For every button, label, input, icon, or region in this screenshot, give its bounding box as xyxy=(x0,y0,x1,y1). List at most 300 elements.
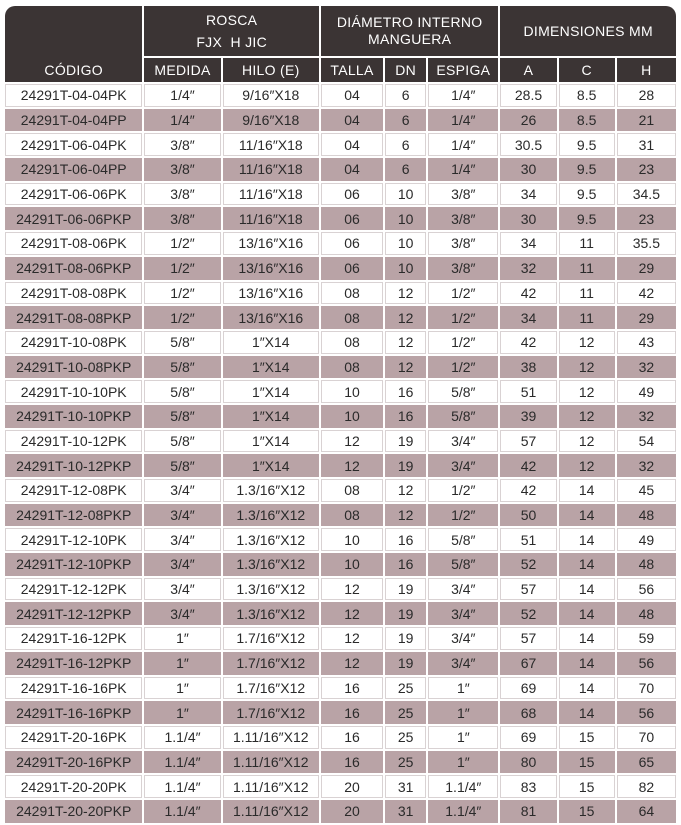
cell-hilo: 1″X14 xyxy=(223,380,319,403)
cell-c: 9.5 xyxy=(559,183,615,206)
cell-espiga: 3/8″ xyxy=(428,183,498,206)
cell-a: 34 xyxy=(500,232,556,255)
cell-codigo: 24291T-10-12PKP xyxy=(5,454,142,477)
table-row xyxy=(5,627,676,650)
cell-h: 56 xyxy=(617,701,676,724)
cell-c: 12 xyxy=(559,331,615,354)
cell-medida: 3/4″ xyxy=(144,528,220,551)
cell-medida: 3/8″ xyxy=(144,183,220,206)
cell-medida: 3/4″ xyxy=(144,504,220,527)
cell-a: 34 xyxy=(500,306,556,329)
cell-dn: 16 xyxy=(385,553,426,576)
cell-hilo: 1″X14 xyxy=(223,356,319,379)
table-row xyxy=(5,207,676,230)
cell-h: 64 xyxy=(617,800,676,823)
cell-dn: 16 xyxy=(385,380,426,403)
cell-espiga: 3/4″ xyxy=(428,652,498,675)
table-row xyxy=(5,454,676,477)
cell-a: 38 xyxy=(500,356,556,379)
cell-talla: 16 xyxy=(321,677,383,700)
cell-dn: 10 xyxy=(385,257,426,280)
cell-c: 11 xyxy=(559,257,615,280)
cell-medida: 1.1/4″ xyxy=(144,800,220,823)
cell-hilo: 9/16″X18 xyxy=(223,109,319,132)
cell-talla: 10 xyxy=(321,528,383,551)
header-dn: DN xyxy=(385,58,426,82)
cell-a: 32 xyxy=(500,257,556,280)
cell-h: 65 xyxy=(617,751,676,774)
header-h: H xyxy=(617,58,676,82)
cell-hilo: 1.11/16″X12 xyxy=(223,775,319,798)
cell-hilo: 11/16″X18 xyxy=(223,133,319,156)
cell-espiga: 3/4″ xyxy=(428,430,498,453)
cell-dn: 25 xyxy=(385,701,426,724)
cell-dn: 6 xyxy=(385,133,426,156)
cell-h: 23 xyxy=(617,207,676,230)
table-row xyxy=(5,405,676,428)
cell-c: 15 xyxy=(559,751,615,774)
cell-c: 9.5 xyxy=(559,207,615,230)
cell-medida: 3/4″ xyxy=(144,602,220,625)
table-row xyxy=(5,775,676,798)
cell-hilo: 1″X14 xyxy=(223,430,319,453)
cell-a: 50 xyxy=(500,504,556,527)
cell-espiga: 1.1/4″ xyxy=(428,800,498,823)
cell-c: 12 xyxy=(559,430,615,453)
cell-hilo: 9/16″X18 xyxy=(223,84,319,107)
cell-medida: 5/8″ xyxy=(144,430,220,453)
cell-talla: 10 xyxy=(321,405,383,428)
cell-medida: 3/8″ xyxy=(144,207,220,230)
cell-c: 14 xyxy=(559,504,615,527)
cell-h: 59 xyxy=(617,627,676,650)
header-talla: TALLA xyxy=(321,58,383,82)
cell-codigo: 24291T-20-16PKP xyxy=(5,751,142,774)
cell-talla: 16 xyxy=(321,751,383,774)
cell-hilo: 1″X14 xyxy=(223,405,319,428)
cell-dn: 6 xyxy=(385,158,426,181)
cell-talla: 12 xyxy=(321,652,383,675)
cell-hilo: 1.3/16″X12 xyxy=(223,528,319,551)
cell-codigo: 24291T-12-08PKP xyxy=(5,504,142,527)
cell-a: 51 xyxy=(500,380,556,403)
cell-talla: 08 xyxy=(321,356,383,379)
cell-c: 14 xyxy=(559,553,615,576)
cell-a: 30.5 xyxy=(500,133,556,156)
cell-espiga: 1/4″ xyxy=(428,84,498,107)
table-row xyxy=(5,578,676,601)
cell-espiga: 3/4″ xyxy=(428,578,498,601)
cell-c: 14 xyxy=(559,528,615,551)
cell-medida: 1/2″ xyxy=(144,282,220,305)
cell-c: 14 xyxy=(559,701,615,724)
cell-a: 28.5 xyxy=(500,84,556,107)
cell-talla: 12 xyxy=(321,627,383,650)
cell-espiga: 1/4″ xyxy=(428,158,498,181)
cell-codigo: 24291T-12-10PKP xyxy=(5,553,142,576)
cell-espiga: 1/2″ xyxy=(428,282,498,305)
cell-a: 42 xyxy=(500,331,556,354)
cell-c: 14 xyxy=(559,602,615,625)
cell-dn: 19 xyxy=(385,578,426,601)
cell-talla: 10 xyxy=(321,380,383,403)
cell-dn: 12 xyxy=(385,331,426,354)
cell-medida: 1″ xyxy=(144,701,220,724)
cell-a: 67 xyxy=(500,652,556,675)
table-header xyxy=(5,6,676,82)
cell-a: 57 xyxy=(500,430,556,453)
cell-dn: 19 xyxy=(385,652,426,675)
header-dimensiones-label: DIMENSIONES MM xyxy=(523,23,653,39)
cell-codigo: 24291T-12-08PK xyxy=(5,479,142,502)
cell-dn: 6 xyxy=(385,109,426,132)
cell-codigo: 24291T-20-16PK xyxy=(5,726,142,749)
cell-espiga: 3/4″ xyxy=(428,454,498,477)
cell-espiga: 5/8″ xyxy=(428,405,498,428)
cell-hilo: 13/16″X16 xyxy=(223,257,319,280)
cell-h: 49 xyxy=(617,528,676,551)
cell-a: 42 xyxy=(500,454,556,477)
cell-talla: 04 xyxy=(321,158,383,181)
cell-c: 11 xyxy=(559,282,615,305)
cell-talla: 08 xyxy=(321,331,383,354)
cell-h: 48 xyxy=(617,602,676,625)
cell-dn: 6 xyxy=(385,84,426,107)
cell-h: 21 xyxy=(617,109,676,132)
cell-medida: 1″ xyxy=(144,677,220,700)
cell-codigo: 24291T-06-06PKP xyxy=(5,207,142,230)
cell-talla: 08 xyxy=(321,306,383,329)
header-c: C xyxy=(559,58,615,82)
header-medida: MEDIDA xyxy=(144,58,220,82)
cell-a: 69 xyxy=(500,726,556,749)
cell-h: 23 xyxy=(617,158,676,181)
cell-medida: 3/4″ xyxy=(144,479,220,502)
cell-h: 35.5 xyxy=(617,232,676,255)
cell-espiga: 1/4″ xyxy=(428,133,498,156)
cell-hilo: 1.3/16″X12 xyxy=(223,479,319,502)
cell-talla: 16 xyxy=(321,726,383,749)
cell-h: 82 xyxy=(617,775,676,798)
table-row xyxy=(5,158,676,181)
cell-hilo: 1.3/16″X12 xyxy=(223,553,319,576)
cell-a: 69 xyxy=(500,677,556,700)
cell-hilo: 1″X14 xyxy=(223,331,319,354)
cell-dn: 10 xyxy=(385,207,426,230)
cell-a: 83 xyxy=(500,775,556,798)
cell-hilo: 1″X14 xyxy=(223,454,319,477)
fitting-spec-table xyxy=(3,4,678,825)
cell-codigo: 24291T-04-04PP xyxy=(5,109,142,132)
cell-h: 48 xyxy=(617,553,676,576)
table-row xyxy=(5,726,676,749)
cell-hilo: 11/16″X18 xyxy=(223,207,319,230)
cell-hilo: 1.7/16″X12 xyxy=(223,677,319,700)
table-row xyxy=(5,553,676,576)
cell-dn: 12 xyxy=(385,356,426,379)
cell-dn: 19 xyxy=(385,627,426,650)
table-row xyxy=(5,430,676,453)
cell-h: 31 xyxy=(617,133,676,156)
cell-espiga: 3/4″ xyxy=(428,627,498,650)
header-diametro-label: DIÁMETRO INTERNO MANGUERA xyxy=(336,14,483,47)
cell-dn: 31 xyxy=(385,800,426,823)
cell-h: 56 xyxy=(617,652,676,675)
cell-h: 29 xyxy=(617,306,676,329)
cell-a: 26 xyxy=(500,109,556,132)
table-row xyxy=(5,331,676,354)
cell-dn: 10 xyxy=(385,183,426,206)
cell-talla: 04 xyxy=(321,109,383,132)
table-row xyxy=(5,257,676,280)
cell-h: 56 xyxy=(617,578,676,601)
table-row xyxy=(5,602,676,625)
cell-medida: 3/8″ xyxy=(144,133,220,156)
cell-codigo: 24291T-10-12PK xyxy=(5,430,142,453)
cell-c: 14 xyxy=(559,578,615,601)
cell-talla: 20 xyxy=(321,800,383,823)
cell-talla: 06 xyxy=(321,207,383,230)
cell-dn: 10 xyxy=(385,232,426,255)
table-row xyxy=(5,504,676,527)
header-rosca-sub: FJX H JIC xyxy=(196,34,267,50)
cell-espiga: 3/8″ xyxy=(428,232,498,255)
cell-codigo: 24291T-16-16PK xyxy=(5,677,142,700)
cell-hilo: 1.7/16″X12 xyxy=(223,701,319,724)
table-row xyxy=(5,380,676,403)
header-rosca xyxy=(144,6,319,56)
cell-codigo: 24291T-06-06PK xyxy=(5,183,142,206)
cell-codigo: 24291T-16-12PK xyxy=(5,627,142,650)
cell-codigo: 24291T-10-08PK xyxy=(5,331,142,354)
cell-espiga: 1″ xyxy=(428,751,498,774)
cell-codigo: 24291T-20-20PKP xyxy=(5,800,142,823)
cell-h: 45 xyxy=(617,479,676,502)
cell-c: 9.5 xyxy=(559,133,615,156)
cell-espiga: 1/4″ xyxy=(428,109,498,132)
cell-medida: 5/8″ xyxy=(144,331,220,354)
cell-talla: 12 xyxy=(321,430,383,453)
cell-c: 9.5 xyxy=(559,158,615,181)
cell-espiga: 1/2″ xyxy=(428,306,498,329)
table-row xyxy=(5,677,676,700)
cell-codigo: 24291T-12-10PK xyxy=(5,528,142,551)
cell-a: 57 xyxy=(500,627,556,650)
cell-c: 12 xyxy=(559,356,615,379)
table-row xyxy=(5,232,676,255)
cell-dn: 12 xyxy=(385,504,426,527)
table-row xyxy=(5,282,676,305)
cell-hilo: 1.3/16″X12 xyxy=(223,504,319,527)
cell-c: 8.5 xyxy=(559,84,615,107)
cell-a: 42 xyxy=(500,282,556,305)
cell-h: 32 xyxy=(617,405,676,428)
table-row xyxy=(5,751,676,774)
cell-codigo: 24291T-12-12PK xyxy=(5,578,142,601)
cell-dn: 16 xyxy=(385,528,426,551)
cell-espiga: 1/2″ xyxy=(428,331,498,354)
table-row xyxy=(5,356,676,379)
cell-h: 49 xyxy=(617,380,676,403)
table-row xyxy=(5,183,676,206)
cell-a: 51 xyxy=(500,528,556,551)
cell-espiga: 1/2″ xyxy=(428,504,498,527)
cell-a: 30 xyxy=(500,207,556,230)
table-row xyxy=(5,84,676,107)
cell-espiga: 3/8″ xyxy=(428,207,498,230)
cell-codigo: 24291T-10-10PKP xyxy=(5,405,142,428)
cell-a: 52 xyxy=(500,602,556,625)
cell-hilo: 13/16″X16 xyxy=(223,282,319,305)
cell-c: 15 xyxy=(559,726,615,749)
table-row xyxy=(5,701,676,724)
table-row xyxy=(5,479,676,502)
cell-codigo: 24291T-16-12PKP xyxy=(5,652,142,675)
cell-codigo: 24291T-12-12PKP xyxy=(5,602,142,625)
cell-codigo: 24291T-08-08PKP xyxy=(5,306,142,329)
cell-medida: 1/2″ xyxy=(144,257,220,280)
cell-medida: 1.1/4″ xyxy=(144,775,220,798)
cell-hilo: 1.7/16″X12 xyxy=(223,652,319,675)
table-row xyxy=(5,306,676,329)
cell-codigo: 24291T-08-08PK xyxy=(5,282,142,305)
header-hilo: HILO (E) xyxy=(223,58,319,82)
header-codigo-label: CÓDIGO xyxy=(44,62,103,78)
cell-espiga: 1/2″ xyxy=(428,356,498,379)
cell-c: 14 xyxy=(559,627,615,650)
cell-h: 32 xyxy=(617,356,676,379)
cell-hilo: 1.11/16″X12 xyxy=(223,800,319,823)
cell-espiga: 1″ xyxy=(428,701,498,724)
cell-a: 68 xyxy=(500,701,556,724)
header-espiga: ESPIGA xyxy=(428,58,498,82)
cell-a: 34 xyxy=(500,183,556,206)
cell-espiga: 5/8″ xyxy=(428,553,498,576)
cell-dn: 25 xyxy=(385,677,426,700)
cell-dn: 12 xyxy=(385,479,426,502)
cell-medida: 5/8″ xyxy=(144,356,220,379)
cell-medida: 3/4″ xyxy=(144,553,220,576)
cell-dn: 19 xyxy=(385,454,426,477)
header-rosca-label: ROSCA xyxy=(206,12,258,28)
cell-codigo: 24291T-06-04PP xyxy=(5,158,142,181)
cell-medida: 5/8″ xyxy=(144,454,220,477)
cell-h: 54 xyxy=(617,430,676,453)
cell-talla: 04 xyxy=(321,133,383,156)
cell-talla: 08 xyxy=(321,282,383,305)
cell-dn: 25 xyxy=(385,751,426,774)
table-row xyxy=(5,133,676,156)
cell-c: 14 xyxy=(559,652,615,675)
cell-talla: 12 xyxy=(321,578,383,601)
cell-espiga: 5/8″ xyxy=(428,380,498,403)
cell-hilo: 1.11/16″X12 xyxy=(223,751,319,774)
cell-dn: 19 xyxy=(385,430,426,453)
cell-dn: 31 xyxy=(385,775,426,798)
cell-c: 15 xyxy=(559,775,615,798)
table-row xyxy=(5,800,676,823)
cell-h: 70 xyxy=(617,677,676,700)
cell-hilo: 1.3/16″X12 xyxy=(223,602,319,625)
cell-a: 81 xyxy=(500,800,556,823)
cell-c: 12 xyxy=(559,380,615,403)
table-row xyxy=(5,109,676,132)
cell-hilo: 11/16″X18 xyxy=(223,183,319,206)
cell-h: 42 xyxy=(617,282,676,305)
cell-codigo: 24291T-16-16PKP xyxy=(5,701,142,724)
cell-talla: 08 xyxy=(321,504,383,527)
cell-codigo: 24291T-06-04PK xyxy=(5,133,142,156)
cell-hilo: 11/16″X18 xyxy=(223,158,319,181)
cell-talla: 06 xyxy=(321,183,383,206)
cell-medida: 1″ xyxy=(144,652,220,675)
cell-medida: 5/8″ xyxy=(144,380,220,403)
cell-h: 34.5 xyxy=(617,183,676,206)
cell-codigo: 24291T-20-20PK xyxy=(5,775,142,798)
cell-h: 48 xyxy=(617,504,676,527)
cell-h: 70 xyxy=(617,726,676,749)
cell-medida: 5/8″ xyxy=(144,405,220,428)
table-row xyxy=(5,652,676,675)
cell-medida: 1/2″ xyxy=(144,306,220,329)
cell-talla: 08 xyxy=(321,479,383,502)
cell-medida: 1″ xyxy=(144,627,220,650)
cell-dn: 12 xyxy=(385,306,426,329)
cell-codigo: 24291T-08-06PK xyxy=(5,232,142,255)
cell-a: 52 xyxy=(500,553,556,576)
cell-h: 28 xyxy=(617,84,676,107)
cell-a: 80 xyxy=(500,751,556,774)
cell-espiga: 3/8″ xyxy=(428,257,498,280)
header-a: A xyxy=(500,58,556,82)
cell-c: 8.5 xyxy=(559,109,615,132)
cell-dn: 12 xyxy=(385,282,426,305)
cell-c: 11 xyxy=(559,232,615,255)
cell-medida: 1/2″ xyxy=(144,232,220,255)
cell-a: 42 xyxy=(500,479,556,502)
cell-hilo: 13/16″X16 xyxy=(223,232,319,255)
cell-c: 11 xyxy=(559,306,615,329)
cell-medida: 3/4″ xyxy=(144,578,220,601)
cell-c: 15 xyxy=(559,800,615,823)
cell-talla: 16 xyxy=(321,701,383,724)
cell-codigo: 24291T-04-04PK xyxy=(5,84,142,107)
cell-talla: 12 xyxy=(321,602,383,625)
cell-espiga: 1″ xyxy=(428,677,498,700)
cell-codigo: 24291T-10-10PK xyxy=(5,380,142,403)
cell-talla: 20 xyxy=(321,775,383,798)
cell-hilo: 1.3/16″X12 xyxy=(223,578,319,601)
table-body xyxy=(5,84,676,823)
cell-h: 29 xyxy=(617,257,676,280)
cell-espiga: 1/2″ xyxy=(428,479,498,502)
cell-codigo: 24291T-10-08PKP xyxy=(5,356,142,379)
cell-h: 43 xyxy=(617,331,676,354)
cell-medida: 1.1/4″ xyxy=(144,751,220,774)
cell-espiga: 1″ xyxy=(428,726,498,749)
cell-espiga: 1.1/4″ xyxy=(428,775,498,798)
cell-dn: 16 xyxy=(385,405,426,428)
cell-hilo: 1.11/16″X12 xyxy=(223,726,319,749)
cell-espiga: 5/8″ xyxy=(428,528,498,551)
cell-a: 57 xyxy=(500,578,556,601)
spec-table-container xyxy=(5,6,676,825)
cell-hilo: 13/16″X16 xyxy=(223,306,319,329)
header-dimensiones xyxy=(500,6,676,56)
cell-hilo: 1.7/16″X12 xyxy=(223,627,319,650)
cell-a: 39 xyxy=(500,405,556,428)
cell-c: 14 xyxy=(559,677,615,700)
